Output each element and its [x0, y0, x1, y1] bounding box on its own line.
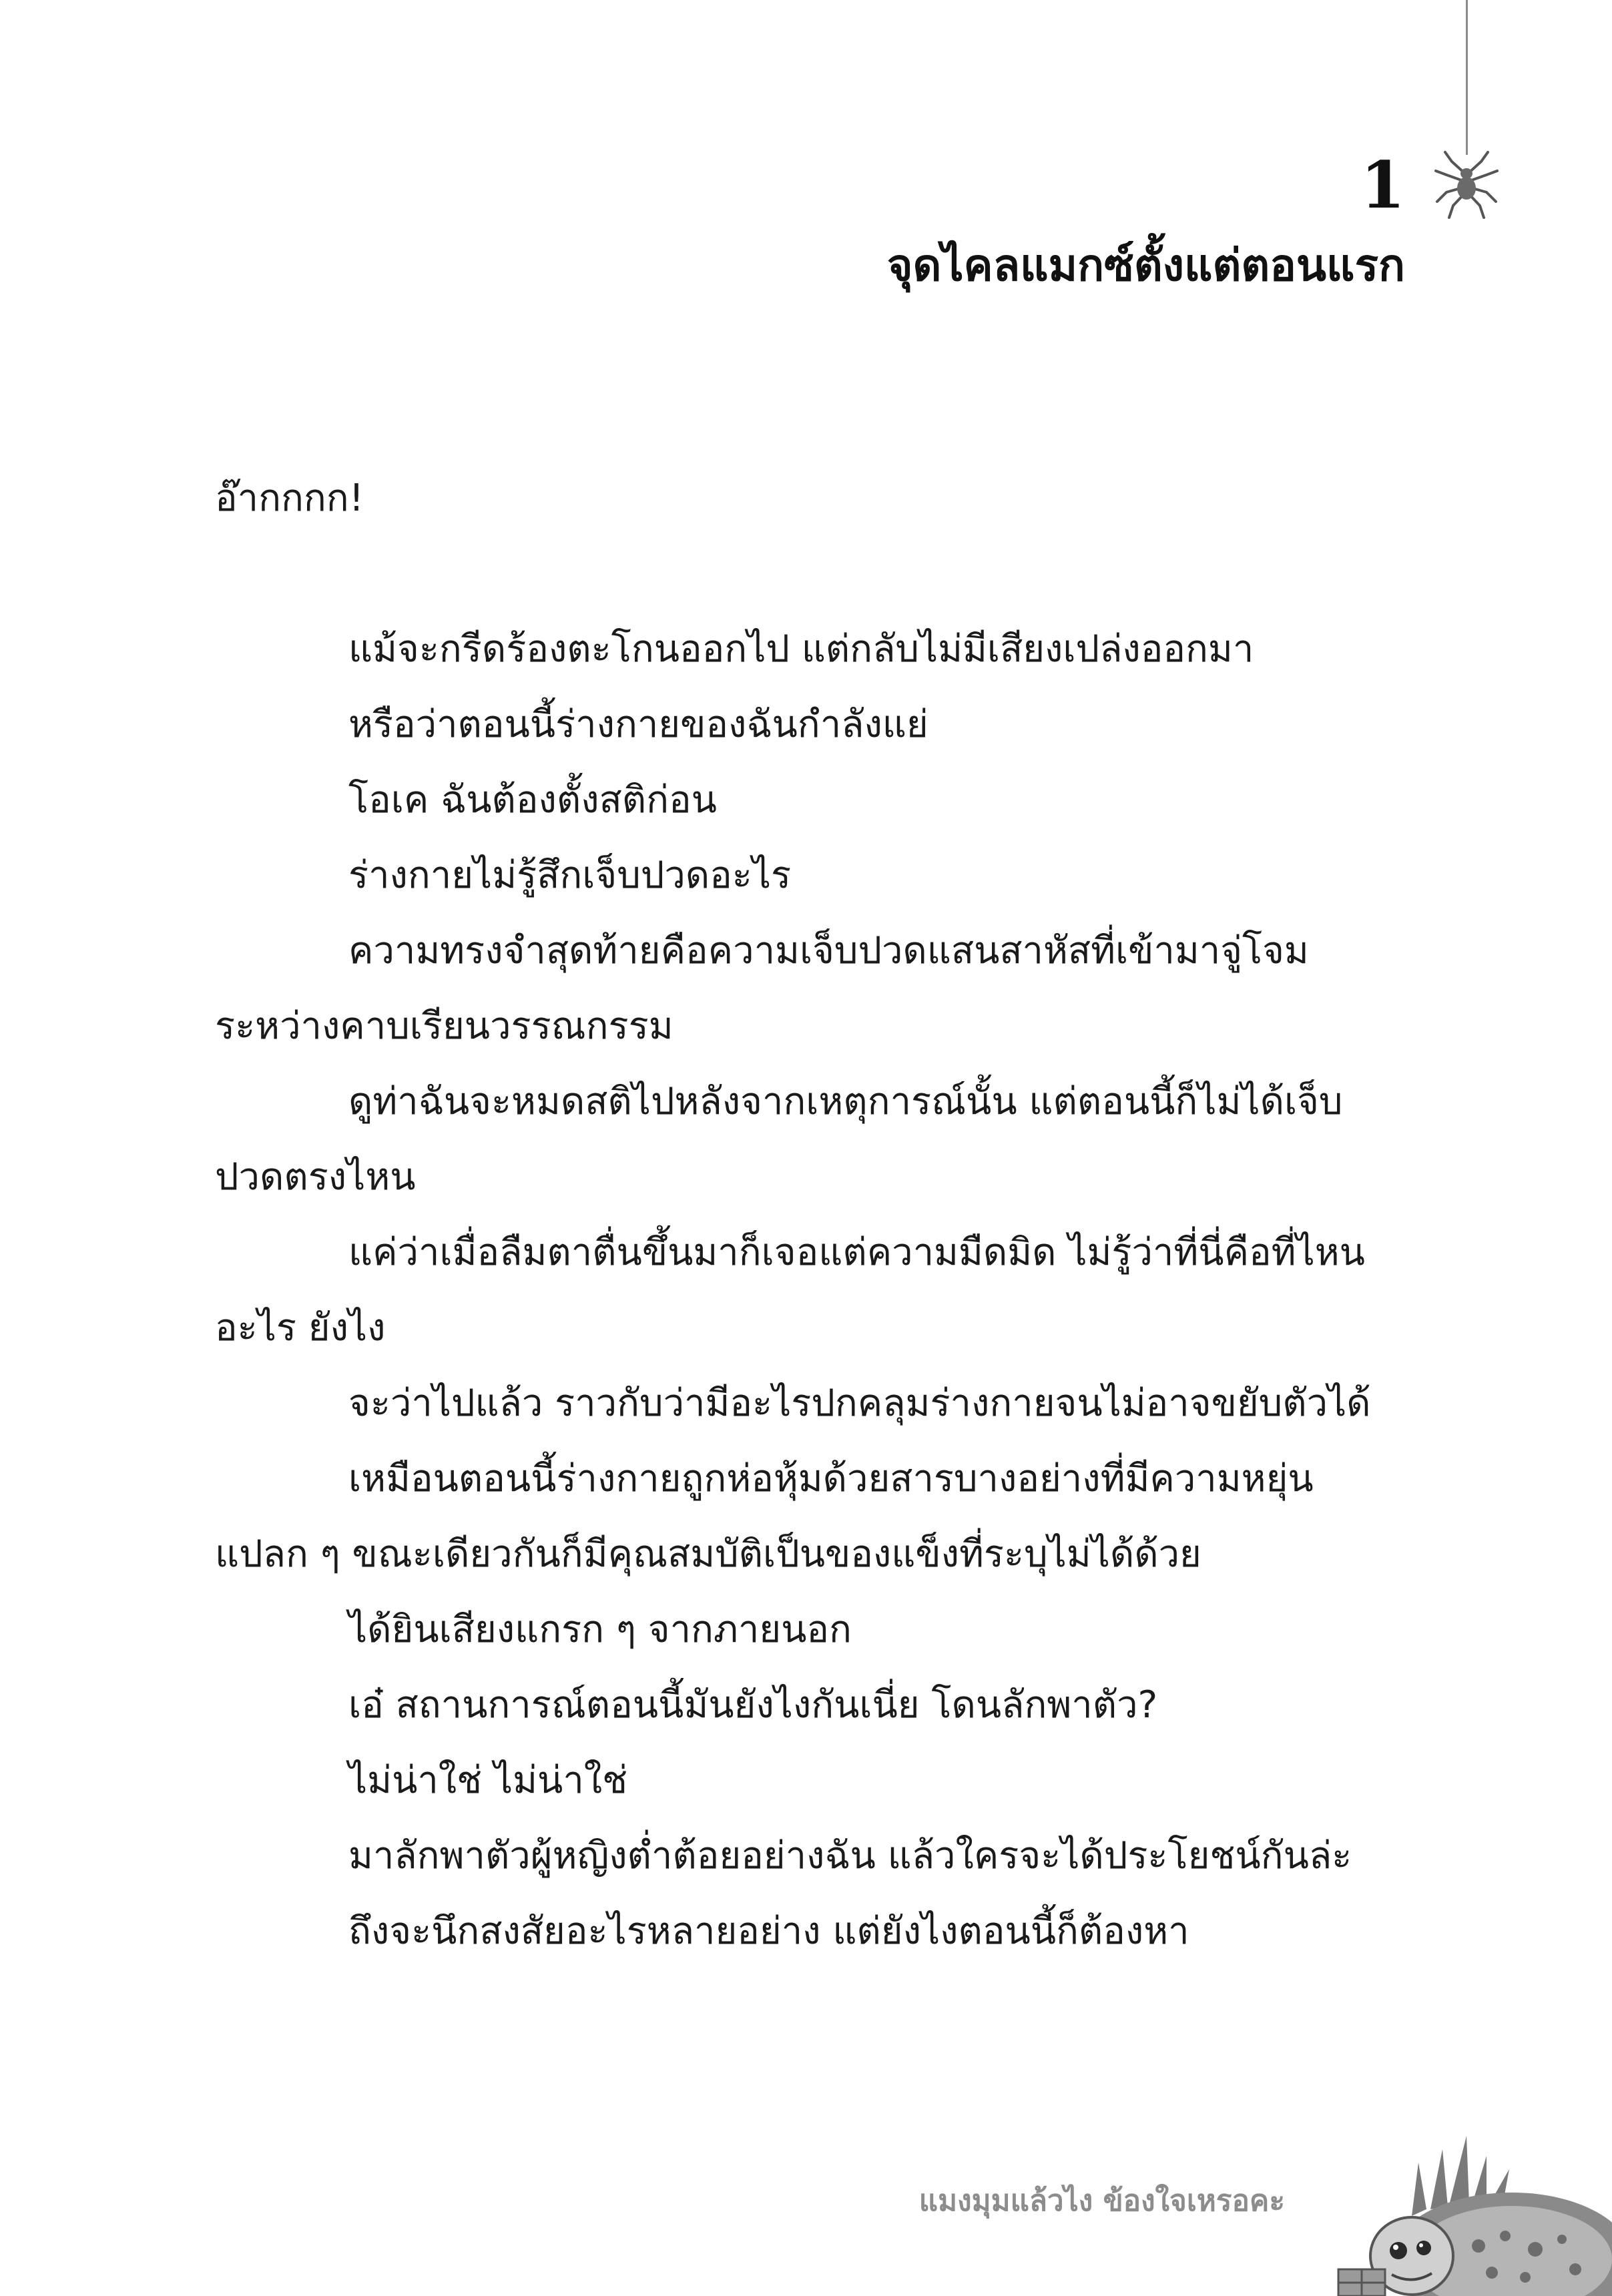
paragraph: แม้จะกรีดร้องตะโกนออกไป แต่กลับไม่มีเสียงเปล่งออกมา [348, 627, 1254, 671]
paragraph: โอเค ฉันต้องตั้งสติก่อน [348, 778, 717, 822]
paragraph: ร่างกายไม่รู้สึกเจ็บปวดอะไร [348, 854, 792, 897]
paragraph: ความทรงจำสุดท้ายคือความเจ็บปวดแสนสาหัสที่เข้ามาจู่โจมระหว่างคาบเรียนวรรณกรรม [215, 929, 1309, 1048]
chapter-title: จุดไคลแมกซ์ตั้งแต่ตอนแรก [886, 240, 1405, 291]
spider-mascot-illustration [1312, 2122, 1612, 2296]
footer-book-title: แมงมุมแล้วไง ข้องใจเหรอคะ [918, 2184, 1285, 2218]
paragraph: ไม่น่าใช่ ไม่น่าใช่ [348, 1759, 628, 1802]
paragraph: จะว่าไปแล้ว ราวกับว่ามีอะไรปกคลุมร่างกายจนไม่อาจขยับตัวได้ [348, 1382, 1371, 1425]
chapter-body [215, 461, 1404, 1969]
spider-thread [1466, 0, 1468, 155]
paragraph: ดูท่าฉันจะหมดสติไปหลังจากเหตุการณ์นั้น แต่ตอนนี้ก็ไม่ได้เจ็บปวดตรงไหน [215, 1080, 1343, 1199]
paragraph: เหมือนตอนนี้ร่างกายถูกห่อหุ้มด้วยสารบางอย่างที่มีความหยุ่นแปลก ๆ ขณะเดียวกันก็มีคุณสมบัติเป็นของแข็งที่ระบุไม่ได้ด้วย [215, 1457, 1314, 1576]
spider-icon [1433, 148, 1500, 222]
paragraph: หรือว่าตอนนี้ร่างกายของฉันกำลังแย่ [348, 703, 928, 746]
paragraph: ได้ยินเสียงแกรก ๆ จากภายนอก [348, 1608, 852, 1651]
paragraph: มาลักพาตัวผู้หญิงต่ำต้อยอย่างฉัน แล้วใครจะได้ประโยชน์กันล่ะ [348, 1834, 1352, 1878]
paragraph: เอ๋ สถานการณ์ตอนนี้มันยังไงกันเนี่ย โดนลักพาตัว? [348, 1683, 1158, 1727]
paragraph: ถึงจะนึกสงสัยอะไรหลายอย่าง แต่ยังไงตอนนี้ก็ต้องหา [348, 1910, 1189, 1953]
opening-line: อ๊ากกกก! [215, 477, 364, 520]
chapter-number: 1 [1360, 148, 1405, 223]
paragraph: แค่ว่าเมื่อลืมตาตื่นขึ้นมาก็เจอแต่ความมืดมิด ไม่รู้ว่าที่นี่คือที่ไหน อะไร ยังไง [215, 1231, 1365, 1350]
